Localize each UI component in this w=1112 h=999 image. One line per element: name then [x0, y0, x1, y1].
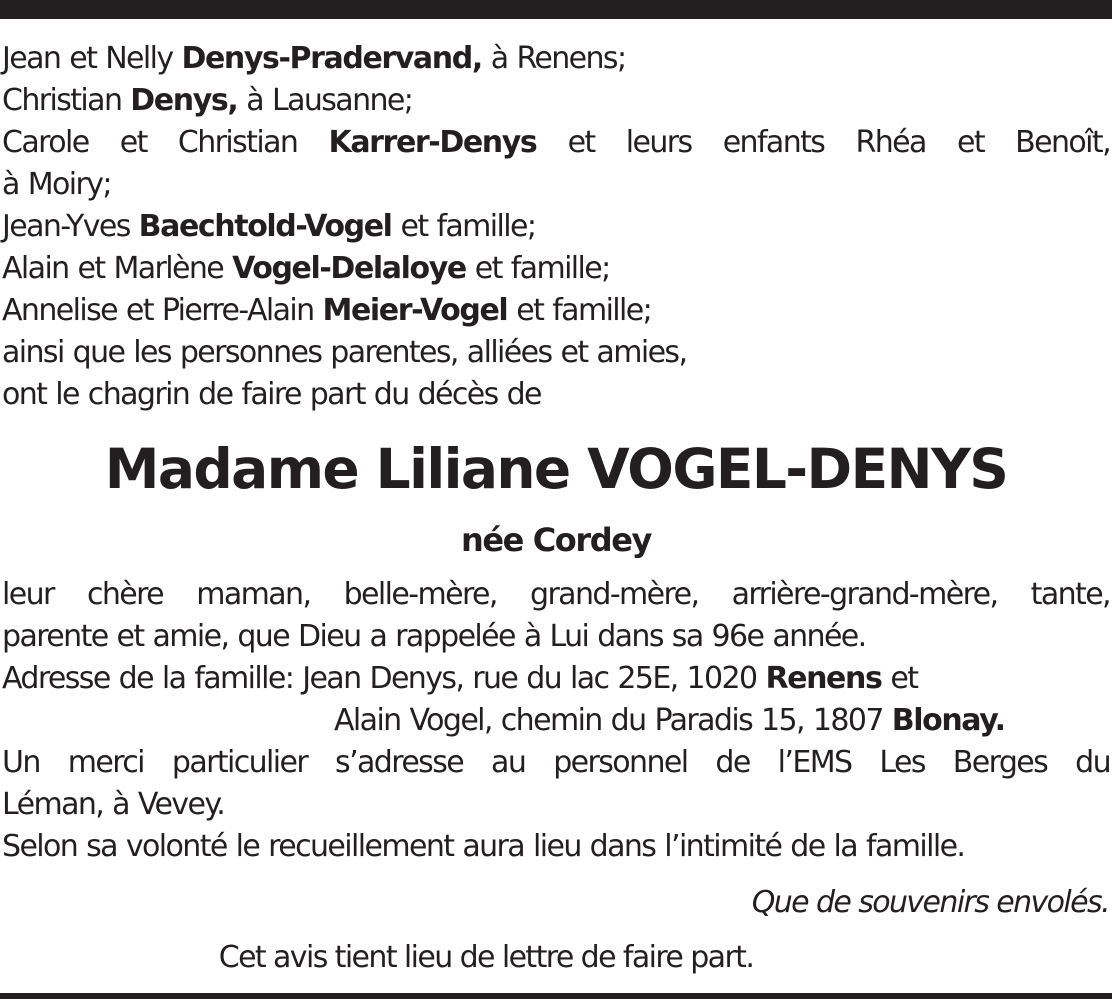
address-line-2: Alain Vogel, chemin du Paradis 15, 1807 Blonay. — [334, 703, 1005, 738]
address-line-1: Adresse de la famille: Jean Denys, rue du lac 25E, 1020 Renens et — [2, 661, 918, 696]
thanks-line-2: Léman, à Vevey. — [2, 787, 225, 822]
family-line-7: Annelise et Pierre-Alain Meier-Vogel et famille; — [2, 293, 652, 328]
family-line-9: ont le chagrin de faire part du décès de — [2, 377, 541, 412]
thanks-line-1: Un merci particulier s’adresse au personnel de l’EMS Les Berges du — [2, 745, 1110, 780]
ceremony-text: Selon sa volonté le recueillement aura lieu dans l’intimité de la famille. — [2, 829, 965, 864]
deceased-name: Madame Liliane VOGEL-DENYS — [104, 437, 1008, 501]
family-line-3: Carole et Christian Karrer-Denys et leurs enfants Rhéa et Benoît, — [2, 125, 1111, 160]
description-line-1: leur chère maman, belle-mère, grand-mère, arrière-grand-mère, tante, — [2, 577, 1110, 612]
family-line-5: Jean-Yves Baechtold-Vogel et famille; — [2, 209, 536, 244]
motto: Que de souvenirs envolés. — [751, 885, 1109, 920]
family-line-2: Christian Denys, à Lausanne; — [2, 83, 413, 118]
family-line-8: ainsi que les personnes parentes, alliées et amies, — [2, 335, 687, 370]
family-line-1: Jean et Nelly Denys-Pradervand, à Renens; — [2, 41, 626, 76]
closing-note: Cet avis tient lieu de lettre de faire part. — [218, 940, 754, 975]
top-border — [0, 0, 1112, 19]
bottom-border — [0, 993, 1112, 999]
family-line-4: à Moiry; — [2, 167, 111, 202]
family-line-6: Alain et Marlène Vogel-Delaloye et famille; — [2, 251, 610, 286]
description-line-2: parente et amie, que Dieu a rappelée à Lui dans sa 96e année. — [2, 619, 866, 654]
maiden-name: née Cordey — [460, 521, 652, 559]
